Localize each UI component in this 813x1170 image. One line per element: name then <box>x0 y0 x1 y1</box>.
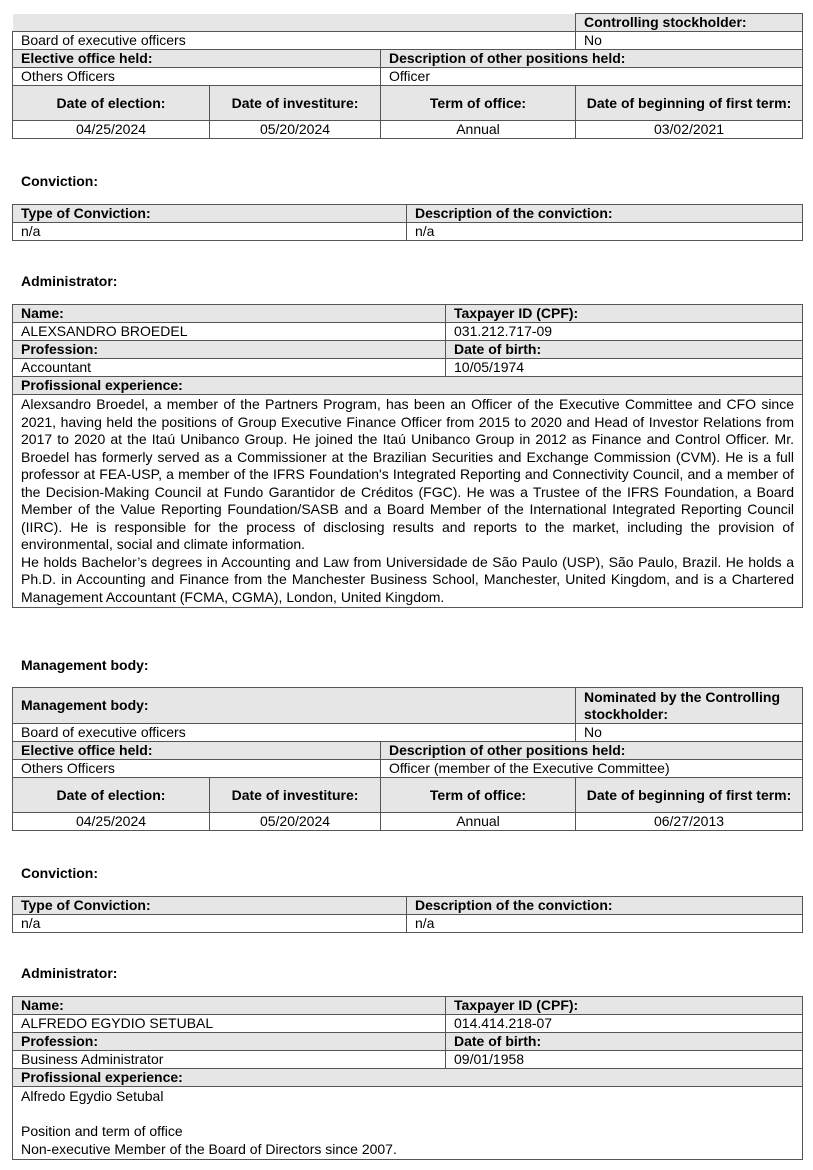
taxpayer-id-value: 031.212.717-09 <box>446 323 803 341</box>
blank-header-cell <box>13 14 576 32</box>
first-term-header: Date of beginning of first term: <box>576 86 803 121</box>
management-body-value: Board of executive officers <box>13 32 576 50</box>
profession-header: Profession: <box>13 341 446 359</box>
experience-paragraph: Alexsandro Broedel, a member of the Partners Program, has been an Officer of the Executive Committee and CFO since 2021, having held the positions of Group Executive Finance Officer from 2015 to 2020 and Head of Investor Relations from 2017 to 2020 at the Itaú Unibanco Group. He joined the Itaú Unibanco Group in 2012 as Finance and Control Officer. Mr. Broedel has formerly served as a Commissioner at the Brazilian Securities and Exchange Commission (CVM). He is a full professor at FEA-USP, a member of the IFRS Foundation's Integrated Reporting and Connectivity Council, and a member of the Decision-Making Council at Fundo Garantidor de Créditos (FGC). He was a Trustee of the IFRS Foundation, a Board Member of the Value Reporting Foundation/SASB and a Board Member of the International Integrated Reporting Council (IIRC). He is responsible for the process of disclosing results and reports to the market, including the provision of environmental, social and climate information. <box>21 396 794 552</box>
term-of-office-header: Term of office: <box>381 778 576 813</box>
date-election-value: 04/25/2024 <box>13 121 210 139</box>
conviction-description-value: n/a <box>407 915 803 933</box>
date-of-birth-header: Date of birth: <box>446 341 803 359</box>
administrator-table-1 <box>12 304 803 608</box>
date-investiture-value: 05/20/2024 <box>210 813 381 831</box>
management-table-1 <box>12 13 803 139</box>
elective-office-header: Elective office held: <box>13 50 381 68</box>
first-term-value: 03/02/2021 <box>576 121 803 139</box>
name-header: Name: <box>13 305 446 323</box>
term-of-office-header: Term of office: <box>381 86 576 121</box>
controlling-stockholder-header: Controlling stockholder: <box>576 14 803 32</box>
other-positions-header: Description of other positions held: <box>381 50 803 68</box>
conviction-type-value: n/a <box>13 915 407 933</box>
professional-experience-header: Profissional experience: <box>13 1069 803 1087</box>
date-of-birth-header: Date of birth: <box>446 1033 803 1051</box>
conviction-type-value: n/a <box>13 223 407 241</box>
profession-value: Business Administrator <box>13 1051 446 1069</box>
nominated-value: No <box>576 724 803 742</box>
management-body-value: Board of executive officers <box>13 724 576 742</box>
taxpayer-id-header: Taxpayer ID (CPF): <box>446 997 803 1015</box>
profession-header: Profession: <box>13 1033 446 1051</box>
name-header: Name: <box>13 997 446 1015</box>
conviction-section-label: Conviction: <box>21 173 98 189</box>
date-election-value: 04/25/2024 <box>13 813 210 831</box>
date-election-header: Date of election: <box>13 86 210 121</box>
experience-paragraph: He holds Bachelor’s degrees in Accounting and Law from Universidade de São Paulo (USP), São Paulo, Brazil. He holds a Ph.D. in Accounting and Finance from the Manchester Business School, Manchester, United Kingdom, and is a Chartered Management Accountant (FCMA, CGMA), London, United Kingdom. <box>21 553 794 605</box>
nominated-header: Nominated by the Controlling stockholder: <box>576 688 803 724</box>
administrator-section-label: Administrator: <box>21 273 118 289</box>
experience-line: Position and term of office <box>21 1123 183 1139</box>
term-of-office-value: Annual <box>381 813 576 831</box>
experience-line: Non-executive Member of the Board of Directors since 2007. <box>21 1140 397 1157</box>
experience-line: Alfredo Egydio Setubal <box>21 1088 164 1104</box>
other-positions-value: Officer <box>381 68 803 86</box>
conviction-type-header: Type of Conviction: <box>13 897 407 915</box>
other-positions-header: Description of other positions held: <box>381 742 803 760</box>
elective-office-value: Others Officers <box>13 68 381 86</box>
date-investiture-header: Date of investiture: <box>210 86 381 121</box>
elective-office-value: Others Officers <box>13 760 381 778</box>
elective-office-header: Elective office held: <box>13 742 381 760</box>
controlling-stockholder-value: No <box>576 32 803 50</box>
conviction-description-value: n/a <box>407 223 803 241</box>
management-body-header: Management body: <box>13 688 576 724</box>
conviction-description-header: Description of the conviction: <box>407 897 803 915</box>
first-term-header: Date of beginning of first term: <box>576 778 803 813</box>
conviction-table-2 <box>12 896 803 933</box>
other-positions-value: Officer (member of the Executive Committee) <box>381 760 803 778</box>
date-of-birth-value: 10/05/1974 <box>446 359 803 377</box>
professional-experience-text <box>13 1087 803 1160</box>
management-body-section-label: Management body: <box>21 657 149 673</box>
date-election-header: Date of election: <box>13 778 210 813</box>
name-value: ALFREDO EGYDIO SETUBAL <box>13 1015 446 1033</box>
date-investiture-header: Date of investiture: <box>210 778 381 813</box>
first-term-value: 06/27/2013 <box>576 813 803 831</box>
date-of-birth-value: 09/01/1958 <box>446 1051 803 1069</box>
conviction-section-label: Conviction: <box>21 865 98 881</box>
professional-experience-header: Profissional experience: <box>13 377 803 395</box>
conviction-table-1 <box>12 204 803 241</box>
administrator-section-label: Administrator: <box>21 965 118 981</box>
date-investiture-value: 05/20/2024 <box>210 121 381 139</box>
experience-blank-line <box>21 1106 794 1124</box>
conviction-description-header: Description of the conviction: <box>407 205 803 223</box>
conviction-type-header: Type of Conviction: <box>13 205 407 223</box>
administrator-table-2 <box>12 996 803 1160</box>
term-of-office-value: Annual <box>381 121 576 139</box>
profession-value: Accountant <box>13 359 446 377</box>
professional-experience-text <box>13 395 803 608</box>
name-value: ALEXSANDRO BROEDEL <box>13 323 446 341</box>
taxpayer-id-value: 014.414.218-07 <box>446 1015 803 1033</box>
taxpayer-id-header: Taxpayer ID (CPF): <box>446 305 803 323</box>
management-table-2 <box>12 687 803 831</box>
